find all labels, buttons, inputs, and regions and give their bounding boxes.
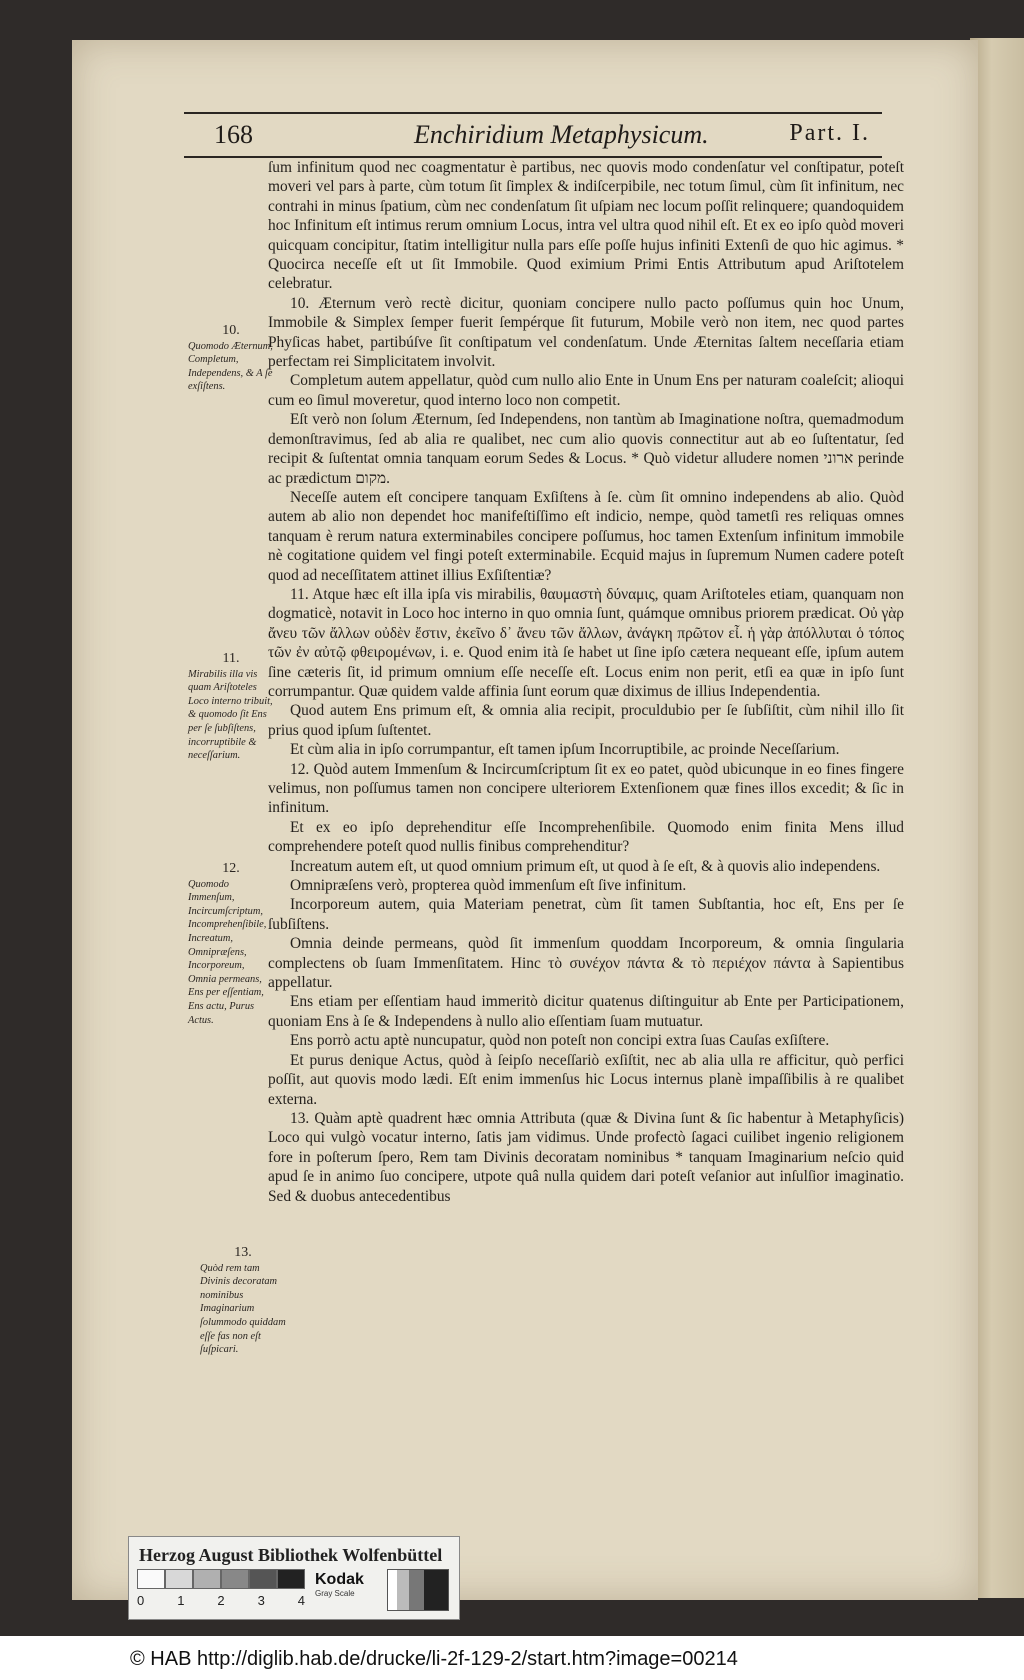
paragraph: Et cùm alia in ipſo corrumpantur, eſt tamen ipſum Incorruptibile, ac proinde Neceſſarium. <box>290 741 840 759</box>
marginal-number: 11. <box>222 651 240 666</box>
paragraph: Ens porrò actu aptè nuncupatur, quòd non poteſt non concipi extra ſuas Cauſas exſiſtere. <box>290 1032 830 1050</box>
scale-tick: 3 <box>257 1593 265 1608</box>
paragraph: Increatum autem eſt, ut quod omnium primum eſt, ut quod à ſe eſt, & à quovis alio independens. <box>290 857 881 875</box>
paragraph: Et purus denique Actus, quòd à ſeipſo neceſſariò exſiſtit, nec ab alia ulla re afficitur, quò perfici poſſit, aut quovis modo lædi. Eſt enim immenſus hic Locus internus planè impaſſibilis à re qualibet externa. <box>268 1051 904 1108</box>
paragraph: Neceſſe autem eſt concipere tanquam Exſiſtens à ſe. cùm ſit omnino independens ab alio. Quòd autem ab alio non dependet hoc manifeſtiſſimo eſt indicio, nempe, quòd tametſi res reliquas omnes tanquam è rerum natura exterminabiles concipere poſſumus, hoc tamen Extenſum infinitum immobile nè cogitatione quidem vel fingi poteſt exterminabile. Ecquid majus in ſupremum Numen cadere poteſt quod ad neceſſitatem attinet illius Exſiſtentiæ? <box>268 488 904 584</box>
marginal-number: 12. <box>222 861 240 876</box>
paragraph: Omnia deinde permeans, quòd ſit immenſum quoddam Incorporeum, & omnia ſingularia complectens ob ſuam Immenſitatem. Hinc τὸ συνέχον πάντα & τὸ περιέχον πάντα à Sapientibus appellatur. <box>268 935 904 992</box>
marginal-note-10 <box>188 324 274 394</box>
marginal-text: Quomodo Immenſum, Incircumſcriptum, Incomprehenſibile, Increatum, Omnipræſens, Incorporeum, Omnia permeans, Ens per eſſentiam, Ens actu, Purus Actus. <box>188 878 267 1026</box>
gray-scale-label: Gray Scale <box>315 1589 355 1598</box>
gray-steps <box>137 1569 305 1589</box>
paragraph: Omnipræſens verò, propterea quòd immenſum eſt ſive infinitum. <box>290 877 687 895</box>
marginal-note-12 <box>188 862 274 1027</box>
copyright-link[interactable]: © HAB http://diglib.hab.de/drucke/li-2f-129-2/start.htm?image=00214 <box>130 1648 738 1670</box>
paragraph: 13. Quàm aptè quadrent hæc omnia Attributa (quæ & Divina ſunt & ſic habentur à Metaphyſicis) Loco qui vulgò vocatur interno, ſatis jam vidimus. Unde profectò ſagaci cuilibet ingenio religionem fore in poſterum ſpero, Rem tam Divinis decoratam nominibus * tanquam Imaginarium neſcio quid apud ſe in animo ſuo concipere, utpote quâ nulla quidem dari poteſt veſanior aut inſulſior imaginatio. Sed & duobus antecedentibus <box>268 1109 904 1205</box>
paragraph: Quod autem Ens primum eſt, & omnia alia recipit, proculdubio per ſe ſubſiſtit, cùm nihil illo ſit prius quod ipſum ſuſtentet. <box>268 702 904 739</box>
paragraph: Eſt verò non ſolum Æternum, ſed Independens, non tantùm ab Imaginatione noſtra, quemadmodum demonſtravimus, ſed ab alia re qualibet, nec cum alio quovis connectitur aut ab eo ſuſtentatur, ſed recipit & ſuſtentat omnia tanquam eorum Sedes & Locus. * Quò videtur alludere nomen ארוני perinde ac prædictum מקום. <box>268 411 904 487</box>
page-number: 168 <box>214 120 253 149</box>
marginal-note-11 <box>188 652 274 763</box>
marginal-text: Quomodo Æternum, Completum, Independens, & A ſe exſiſtens. <box>188 340 273 393</box>
paragraph: 12. Quòd autem Immenſum & Incircumſcriptum ſit ex eo patet, quòd ubicunque in eo fines fingere velimus, non poſſumus tamen non concipere ulteriorem Extenſionem quæ fines illos excedit; & ſic in infinitum. <box>268 760 904 817</box>
paragraph: ſum infinitum quod nec coagmentatur è partibus, nec quovis modo condenſatur vel conſtipatur, poteſt moveri vel pars à parte, cùm totum ſit ſimplex & indiſcerpibile, nec totum ſimul, cùm ſit infinitum, nec contrahi in minus ſpatium, cùm nec condenſatum ſit uſpiam nec locum poſſit relinquere; quandoquidem hoc Infinitum eſt intimus rerum omnium Locus, intra vel ultra quod nihil eſt. Et ex eo ipſo quòd moveri quicquam concipitur, ſtatim intelligitur nulla pars eſſe poſſe hujus infiniti Extenſi de quo hic agimus. * Quocirca neceſſe eſt ut ſit Immobile. Quod eximium Primi Entis Attributum apud Ariſtotelem celebratur. <box>268 159 904 293</box>
paragraph: Completum autem appellatur, quòd cum nullo alio Ente in Unum Ens per naturam coaleſcit; alioqui cum eo ſimul moveretur, quod interno loco non competit. <box>268 372 904 409</box>
kodak-logo: Kodak <box>315 1571 364 1588</box>
marginal-number: 13. <box>234 1245 252 1260</box>
density-patch <box>387 1569 449 1611</box>
scale-ticks <box>137 1593 305 1608</box>
library-label: Herzog August Bibliothek Wolfenbüttel <box>139 1545 443 1565</box>
marginal-note-13 <box>200 1246 286 1357</box>
paragraph: Et ex eo ipſo deprehenditur eſſe Incomprehenſibile. Quomodo enim finita Mens illud comprehendere poteſt quod nullis finibus comprehenditur? <box>268 818 904 856</box>
scale-tick: 0 <box>137 1593 145 1608</box>
scale-tick: 4 <box>297 1593 305 1608</box>
part-label: Part. I. <box>789 120 870 146</box>
facing-page-edge <box>970 38 1024 1598</box>
paragraph: Ens etiam per eſſentiam haud immeritò dicitur quatenus diſtinguitur ab Ente per Participationem, quoniam Ens à ſe & Independens à nullo alio eſſentiam ſuam mutuatur. <box>268 993 904 1030</box>
scale-tick: 2 <box>217 1593 225 1608</box>
marginal-text: Quòd rem tam Divinis decoratam nominibus Imaginarium ſolummodo quiddam eſſe fas non eſt ſuſpicari. <box>200 1262 286 1356</box>
marginal-number: 10. <box>222 323 240 338</box>
color-calibration-card <box>128 1536 460 1620</box>
running-header <box>184 112 882 158</box>
paragraph: 11. Atque hæc eſt illa ipſa vis mirabilis, θαυμαστὴ δύναμις, quam Ariſtoteles etiam, quanquam non dogmaticè, notavit in Loco hoc interno in quo omnia ſunt, quámque omnibus priorem prædicat. Οὐ γὰρ ἄνευ τῶν ἄλλων οὐδὲν ἔστιν, ἐκεῖνο δ᾽ ἄνευ τῶν ἄλλων, ἀνάγκη πρῶτον εἶ. ἡ γὰρ ἀπόλλυται ὁ τόπος τῶν ἐν αὐτῷ φθειρομένων, i. e. Quod enim ità ſe habet ut ſine ipſo cætera nequeant eſſe, ipſum autem ſine cæteris ſit, id primum omnium eſſe neceſſe eſt. Locus enim non perit, etſi ea quæ in ipſo ſunt corrumpantur. Quæ quidem valde affinia ſunt eorum quæ diximus de illius Independentia. <box>268 585 904 700</box>
scale-tick: 1 <box>177 1593 185 1608</box>
paragraph: Incorporeum autem, quia Materiam penetrat, cùm ſit tamen Subſtantia, hoc eſt, Ens per ſe ſubſiſtens. <box>268 896 904 933</box>
paragraph: 10. Æternum verò rectè dicitur, quoniam concipere nullo pacto poſſumus quin hoc Unum, Immobile & Simplex ſemper fuerit ſempérque ſit futurum, Mobile verò non item, nec quod partes Phyſicas habet, partibúſve ſit conſtipatum vel condenſatum. Unde Æternitas ſaltem neceſſaria etiam perfectam rei Simplicitatem involvit. <box>268 294 904 371</box>
running-title: Enchiridium Metaphysicum. <box>414 120 709 149</box>
marginal-text: Mirabilis illa vis quam Ariſtoteles Loco interno tribuit, & quomodo ſit Ens per ſe ſubſiſtens, incorruptibile & neceſſarium. <box>188 668 273 762</box>
main-text <box>268 158 904 1206</box>
